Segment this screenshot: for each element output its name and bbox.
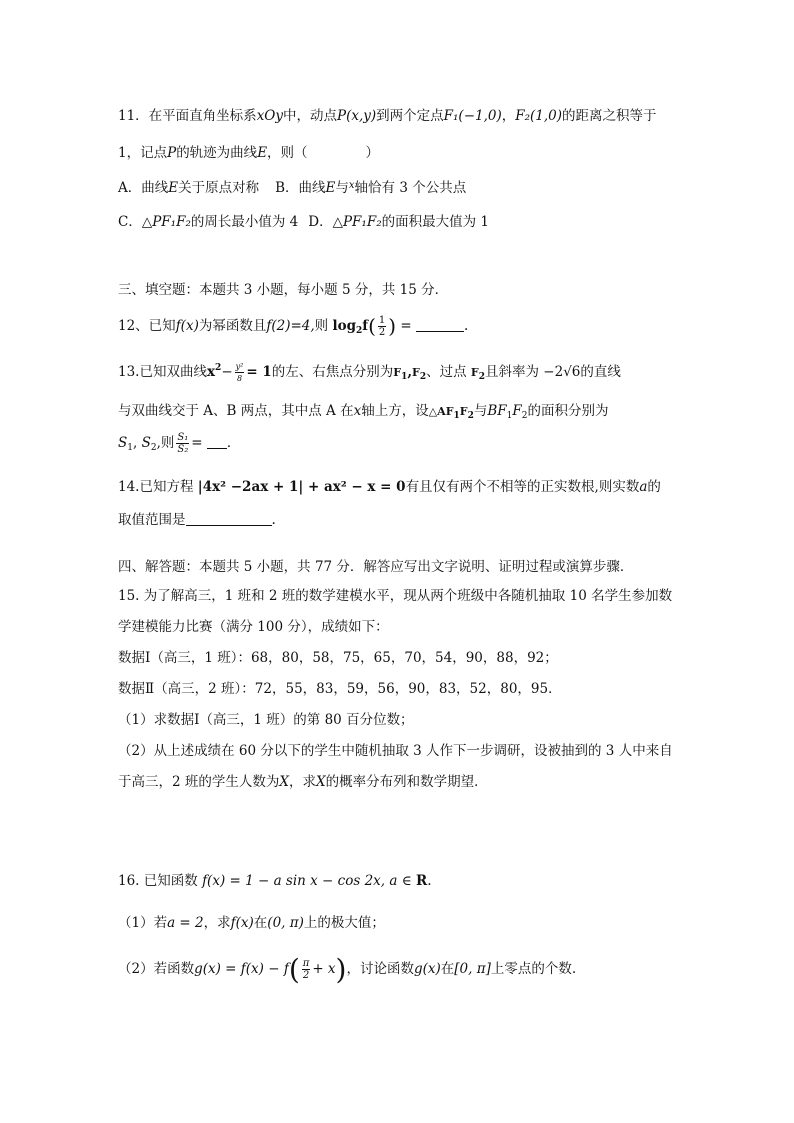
answer-blank[interactable] xyxy=(416,317,464,332)
q11-options-ab xyxy=(118,176,466,198)
q13-text: 与双曲线交于 A、B 两点，其中点 A 在 xyxy=(118,403,354,419)
math-f: F xyxy=(459,405,468,418)
math-x: x xyxy=(353,403,362,419)
math-function-f: f(x) = 1 − a sin x − cos 2x, a ∈ xyxy=(202,873,412,889)
option-d xyxy=(308,214,489,230)
q16-line1 xyxy=(118,871,432,891)
math-reals: R xyxy=(416,873,428,889)
q11-text: ） xyxy=(365,145,380,161)
math-triangle-af1f2: △AF xyxy=(428,405,454,418)
paren-right: ) xyxy=(388,314,397,338)
math-log: log xyxy=(332,318,357,334)
q16-text: . xyxy=(427,873,432,889)
paren-left: ( xyxy=(368,314,376,338)
q11-text: 到两个定点 xyxy=(376,108,444,124)
option-c-text: 的周长最小值为 4 xyxy=(190,214,299,230)
math-condition: a = 2 xyxy=(167,915,204,931)
section-4-heading: 四、解答题：本题共 5 小题，共 77 分．解答应写出文字说明、证明过程或演算步骤． xyxy=(118,559,634,575)
fraction-denominator: 2 xyxy=(378,327,386,338)
math-f: F xyxy=(512,403,522,419)
q14-text: 的 xyxy=(647,479,661,495)
q16-text: （1）若 xyxy=(118,915,168,931)
subscript: 2 xyxy=(467,411,474,421)
q16-part2 xyxy=(118,953,577,986)
math-x: x xyxy=(348,180,355,191)
option-b-text: 与 xyxy=(335,180,349,196)
math-xoy: xOy xyxy=(256,108,283,124)
option-b xyxy=(275,180,466,196)
q13-line3 xyxy=(118,432,240,458)
q12-text: 12、已知 xyxy=(118,318,176,334)
q15-line2: 学建模能力比赛（满分 100 分），成绩如下： xyxy=(118,619,389,635)
math-f2: F xyxy=(412,366,420,379)
math-function-g: g(x) = f(x) − f xyxy=(194,961,289,977)
answer-blank[interactable] xyxy=(207,434,227,449)
q13-text: ,则 xyxy=(156,435,175,451)
math-equation: |4x² −2ax + 1| + ax² − x = 0 xyxy=(197,479,406,495)
option-d-text: 的面积最大值为 1 xyxy=(381,214,490,230)
q15-data1: 数据Ⅰ（高三，1 班）：68，80，58，75，65，70，54，90，88，92； xyxy=(118,650,558,666)
q13-line1 xyxy=(118,358,621,387)
fraction-numerator: π xyxy=(302,958,310,969)
math-p: P xyxy=(167,145,177,161)
q12-text: 为幂函数且 xyxy=(198,318,267,334)
paren-left: ( xyxy=(288,953,300,986)
q15-part2-cont xyxy=(118,772,488,792)
q15-text: ，求 xyxy=(289,774,317,790)
subscript: 1 xyxy=(453,411,460,421)
math-x-random: X xyxy=(316,774,326,790)
q11-line1 xyxy=(118,106,657,126)
math-slope: −2√6 xyxy=(543,364,581,380)
math-gx: g(x) xyxy=(413,961,441,977)
option-b-text: 轴恰有 3 个公共点 xyxy=(354,180,467,196)
math-s1: S xyxy=(118,435,128,451)
fraction-pi-over-2 xyxy=(302,958,311,981)
section-3-heading: 三、填空题：本题共 3 小题，每小题 5 分，共 15 分． xyxy=(118,282,449,298)
subscript: 2 xyxy=(478,372,485,382)
q16-text: 上零点的个数. xyxy=(490,961,577,977)
math-x: x xyxy=(206,364,216,380)
q13-text: ． xyxy=(226,435,241,451)
math-log-base: 2 xyxy=(356,326,363,336)
math-minus: − xyxy=(221,364,233,380)
comma: , xyxy=(132,435,138,451)
subscript: 1 xyxy=(401,372,408,382)
math-equals-one: = 1 xyxy=(246,364,272,380)
q12-line xyxy=(118,315,468,341)
math-triangle-bf1f2: BF xyxy=(487,403,507,419)
q13-text: 轴上方，设 xyxy=(361,403,429,419)
q12-text: . xyxy=(464,318,469,334)
math-s2: S xyxy=(141,435,151,451)
q15-text: 的概率分布列和数学期望． xyxy=(325,774,488,790)
q16-text: ，求 xyxy=(203,915,231,931)
q11-text: 的轨迹为曲线 xyxy=(176,145,258,161)
subscript: 2 xyxy=(150,443,157,453)
math-triangle: △PF₁F₂ xyxy=(141,214,191,230)
q13-text: 且斜率为 xyxy=(485,364,539,380)
fraction-denominator: 8 xyxy=(236,374,243,383)
q15-line1: 15. 为了解高三，1 班和 2 班的数学建模水平，现从两个班级中各随机抽取 10 名学生参加数 xyxy=(118,588,673,604)
q11-line2 xyxy=(118,143,379,163)
q13-text: 的面积分别为 xyxy=(527,403,609,419)
math-point-f1: F₁(−1,0) xyxy=(443,108,502,124)
math-f2: F xyxy=(470,366,479,379)
math-f2: f(2)=4, xyxy=(266,318,315,334)
equals: = xyxy=(191,435,203,451)
math-triangle: △PF₁F₂ xyxy=(332,214,382,230)
q14-text: . xyxy=(271,512,276,528)
math-a: a xyxy=(639,479,648,495)
math-plus-x: + x xyxy=(312,961,336,977)
q12-text: 则 xyxy=(314,318,329,334)
q13-text: 的直线 xyxy=(580,364,621,380)
math-f: f xyxy=(362,318,369,334)
q15-text: 于高三，2 班的学生人数为 xyxy=(118,774,280,790)
q13-text: 13.已知双曲线 xyxy=(118,364,207,380)
q14-text: 14.已知方程 xyxy=(118,479,194,495)
math-e: E xyxy=(257,145,268,161)
option-a-label: A．曲线 xyxy=(118,180,169,196)
fraction-denominator: S₂ xyxy=(177,444,189,455)
math-interval: [0, π] xyxy=(454,961,491,977)
math-interval: (0, π) xyxy=(267,915,304,931)
q16-text: （2）若函数 xyxy=(118,961,195,977)
fraction-numerator: 1 xyxy=(378,315,386,326)
option-b-label: B．曲线 xyxy=(275,180,326,196)
paren-right: ) xyxy=(335,953,347,986)
q11-text: 11．在平面直角坐标系 xyxy=(118,108,257,124)
q15-part2: （2）从上述成绩在 60 分以下的学生中随机抽取 3 人作下一步调研，设被抽到的 3 人中来自 xyxy=(118,743,673,759)
fraction-half xyxy=(378,315,386,338)
math-point-p: P(x,y) xyxy=(337,108,377,124)
q14-text: 有且仅有两个不相等的正实数根,则实数 xyxy=(405,479,640,495)
math-x-random: X xyxy=(279,774,290,790)
q11-options-cd xyxy=(118,212,489,232)
q16-text: 在 xyxy=(253,915,268,931)
comma: , xyxy=(407,364,413,380)
q16-text: ，讨论函数 xyxy=(346,961,414,977)
fraction-numerator: S₁ xyxy=(177,432,189,443)
q16-text: 在 xyxy=(440,961,455,977)
math-e: E xyxy=(168,180,179,196)
fraction-denominator: 2 xyxy=(302,970,310,981)
math-point-f2: F₂(1,0) xyxy=(515,108,563,124)
subscript: 2 xyxy=(521,411,528,421)
option-a xyxy=(118,180,259,196)
subscript: 2 xyxy=(419,372,427,382)
q15-data2: 数据Ⅱ（高三，2 班）：72，55，83，59，56，90，83，52，80，95． xyxy=(118,681,562,697)
q15-part1: （1）求数据Ⅰ（高三，1 班）的第 80 百分位数； xyxy=(118,712,414,728)
math-exponent: 2 xyxy=(215,363,222,373)
option-c xyxy=(118,214,298,230)
q14-line2 xyxy=(118,510,276,530)
q13-text: 的左、右焦点分别为 xyxy=(271,364,394,380)
q16-text: 16. 已知函数 xyxy=(118,873,198,889)
q14-text: 取值范围是 xyxy=(118,512,186,528)
q11-text: 中，动点 xyxy=(283,108,337,124)
subscript: 1 xyxy=(127,443,133,453)
q11-text: ，则（ xyxy=(267,145,308,161)
q13-line2 xyxy=(118,401,609,426)
option-c-label: C． xyxy=(118,214,142,230)
subscript: 1 xyxy=(506,411,513,421)
q14-line1 xyxy=(118,477,661,497)
option-a-text: 关于原点对称 xyxy=(178,180,260,196)
math-f1: F xyxy=(393,366,402,379)
answer-blank[interactable] xyxy=(186,511,272,526)
q13-text: 、过点 xyxy=(426,364,467,380)
fraction-y2-over-8 xyxy=(235,361,245,384)
math-fx: f(x) xyxy=(230,915,254,931)
fraction-s1-over-s2 xyxy=(176,432,189,455)
math-e: E xyxy=(325,180,336,196)
q16-text: 上的极大值； xyxy=(303,915,385,931)
option-d-label: D． xyxy=(308,214,333,230)
q11-text: ， xyxy=(501,108,516,124)
q13-text: 与 xyxy=(473,403,488,419)
q11-text: 的距离之积等于 xyxy=(562,108,657,124)
q16-part1 xyxy=(118,913,385,933)
q11-text: 1，记点 xyxy=(118,145,168,161)
fraction-numerator: y² xyxy=(235,362,244,371)
equals: = xyxy=(400,318,412,334)
math-fx: f(x) xyxy=(175,318,199,334)
